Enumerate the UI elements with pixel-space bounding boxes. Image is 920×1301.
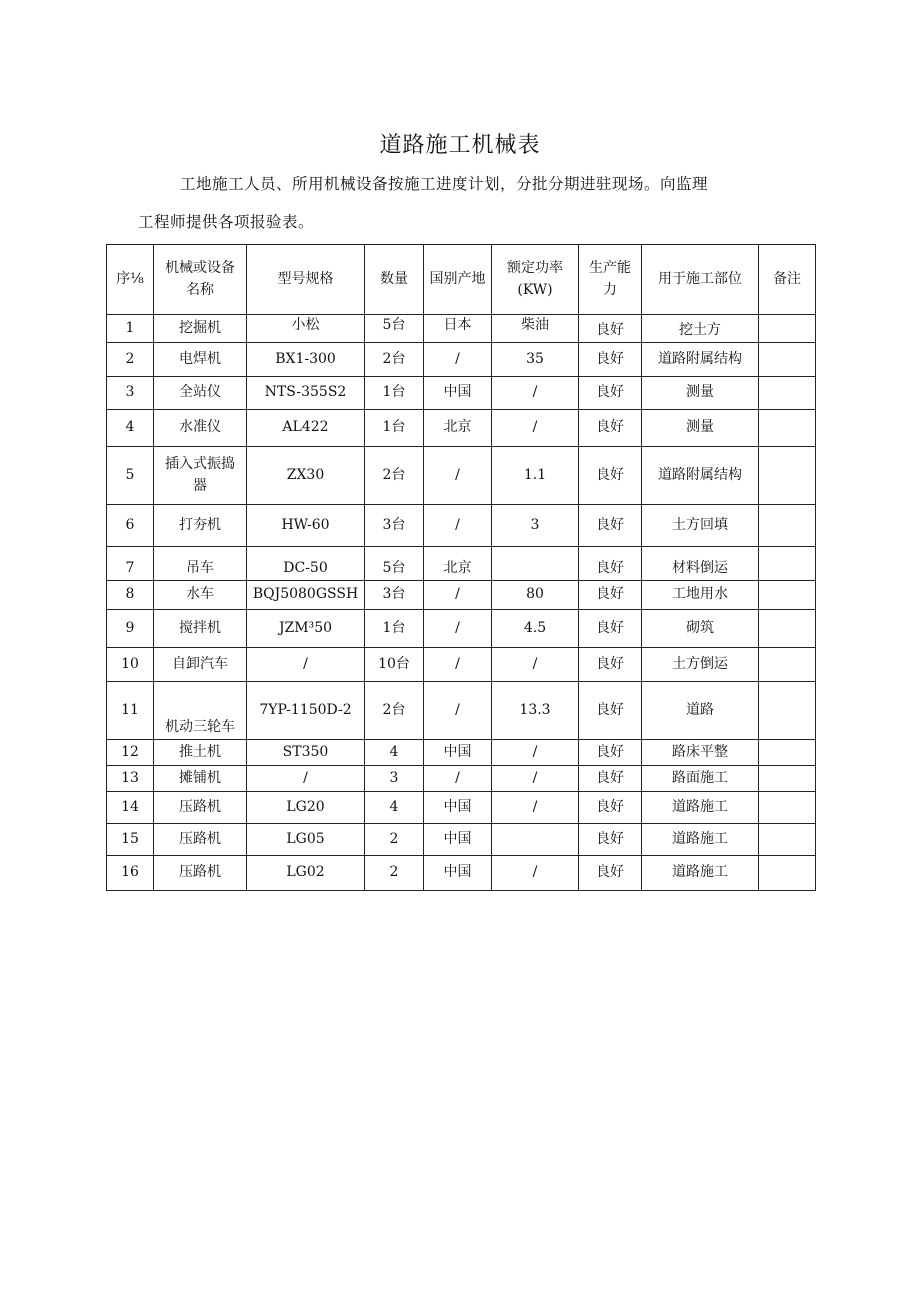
cell-capacity: 良好 — [579, 792, 642, 824]
cell-name-line-1: 插入式振捣 — [165, 455, 235, 472]
cell-capacity: 良好 — [579, 447, 642, 505]
table-row — [107, 377, 816, 410]
cell-capacity: 良好 — [579, 581, 642, 610]
cell-power: 35 — [492, 343, 579, 377]
cell-usage: 道路附属结构 — [642, 447, 759, 505]
cell-power: 柴油 — [492, 315, 579, 343]
cell-qty: 2 — [365, 856, 424, 891]
cell-usage: 路床平整 — [642, 740, 759, 766]
cell-name: 摊铺机 — [154, 766, 247, 792]
cell-remark — [759, 447, 816, 505]
cell-power: / — [492, 377, 579, 410]
cell-power: 80 — [492, 581, 579, 610]
cell-usage: 挖土方 — [642, 315, 759, 343]
header-capacity-line-2: 力 — [603, 281, 617, 298]
cell-name: 压路机 — [154, 824, 247, 856]
cell-name: 打夯机 — [154, 505, 247, 547]
cell-seq: 9 — [107, 610, 154, 648]
cell-remark — [759, 740, 816, 766]
table-row — [107, 792, 816, 824]
cell-power: / — [492, 792, 579, 824]
cell-remark — [759, 824, 816, 856]
cell-model: ST350 — [247, 740, 365, 766]
cell-qty: 3台 — [365, 581, 424, 610]
cell-model: HW-60 — [247, 505, 365, 547]
cell-model: LG02 — [247, 856, 365, 891]
cell-usage: 砌筑 — [642, 610, 759, 648]
header-power — [492, 245, 579, 315]
cell-usage: 道路施工 — [642, 856, 759, 891]
cell-name: 压路机 — [154, 856, 247, 891]
cell-capacity: 良好 — [579, 410, 642, 447]
table-row — [107, 505, 816, 547]
table-row — [107, 610, 816, 648]
cell-capacity: 良好 — [579, 682, 642, 740]
cell-origin: / — [424, 505, 492, 547]
cell-capacity: 良好 — [579, 547, 642, 581]
cell-name: 挖掘机 — [154, 315, 247, 343]
cell-model: ZX30 — [247, 447, 365, 505]
cell-seq: 6 — [107, 505, 154, 547]
table-row — [107, 315, 816, 343]
cell-model: LG20 — [247, 792, 365, 824]
cell-capacity: 良好 — [579, 377, 642, 410]
cell-qty: 1台 — [365, 410, 424, 447]
cell-seq: 7 — [107, 547, 154, 581]
cell-model: NTS-355S2 — [247, 377, 365, 410]
cell-model: / — [247, 648, 365, 682]
cell-power: / — [492, 766, 579, 792]
cell-seq: 2 — [107, 343, 154, 377]
cell-origin: 中国 — [424, 792, 492, 824]
cell-remark — [759, 547, 816, 581]
cell-qty: 2 — [365, 824, 424, 856]
cell-remark — [759, 410, 816, 447]
cell-capacity: 良好 — [579, 766, 642, 792]
cell-power: 4.5 — [492, 610, 579, 648]
cell-capacity: 良好 — [579, 648, 642, 682]
cell-name: 机动三轮车 — [154, 682, 247, 740]
cell-model: / — [247, 766, 365, 792]
cell-usage: 路面施工 — [642, 766, 759, 792]
cell-seq: 13 — [107, 766, 154, 792]
cell-remark — [759, 610, 816, 648]
cell-usage: 土方倒运 — [642, 648, 759, 682]
header-model: 型号规格 — [247, 245, 365, 315]
header-capacity-line-1: 生产能 — [589, 259, 631, 276]
cell-origin: / — [424, 447, 492, 505]
table-header-row — [107, 245, 816, 315]
cell-origin: / — [424, 610, 492, 648]
cell-qty: 2台 — [365, 682, 424, 740]
cell-qty: 1台 — [365, 610, 424, 648]
cell-remark — [759, 856, 816, 891]
table-row — [107, 682, 816, 740]
cell-remark — [759, 648, 816, 682]
cell-remark — [759, 505, 816, 547]
cell-origin: / — [424, 766, 492, 792]
cell-capacity: 良好 — [579, 740, 642, 766]
cell-capacity: 良好 — [579, 315, 642, 343]
cell-usage: 道路 — [642, 682, 759, 740]
page-title: 道路施工机械表 — [379, 133, 541, 158]
cell-usage: 材料倒运 — [642, 547, 759, 581]
cell-seq: 4 — [107, 410, 154, 447]
cell-power: 13.3 — [492, 682, 579, 740]
cell-name: 水车 — [154, 581, 247, 610]
cell-origin: / — [424, 648, 492, 682]
cell-qty: 2台 — [365, 343, 424, 377]
table-row — [107, 856, 816, 891]
cell-qty: 3 — [365, 766, 424, 792]
cell-usage: 测量 — [642, 410, 759, 447]
cell-name: 全站仪 — [154, 377, 247, 410]
table-row — [107, 740, 816, 766]
cell-name — [154, 447, 247, 505]
header-name-line-2: 名称 — [186, 281, 214, 298]
cell-capacity: 良好 — [579, 505, 642, 547]
header-usage: 用于施工部位 — [642, 245, 759, 315]
cell-usage: 土方回填 — [642, 505, 759, 547]
cell-seq: 8 — [107, 581, 154, 610]
header-seq: 序⅛ — [107, 245, 154, 315]
cell-capacity: 良好 — [579, 610, 642, 648]
cell-power — [492, 547, 579, 581]
cell-remark — [759, 766, 816, 792]
equipment-table — [106, 244, 816, 891]
header-power-line-1: 额定功率 — [507, 259, 563, 276]
cell-seq: 12 — [107, 740, 154, 766]
cell-qty: 4 — [365, 792, 424, 824]
cell-capacity: 良好 — [579, 824, 642, 856]
cell-seq: 16 — [107, 856, 154, 891]
header-qty: 数量 — [365, 245, 424, 315]
cell-model: JZM³50 — [247, 610, 365, 648]
cell-remark — [759, 581, 816, 610]
cell-usage: 道路附属结构 — [642, 343, 759, 377]
cell-origin: 日本 — [424, 315, 492, 343]
header-name — [154, 245, 247, 315]
cell-capacity: 良好 — [579, 343, 642, 377]
cell-origin: / — [424, 343, 492, 377]
header-remark: 备注 — [759, 245, 816, 315]
cell-qty: 5台 — [365, 547, 424, 581]
cell-model: 小松 — [247, 315, 365, 343]
cell-name: 压路机 — [154, 792, 247, 824]
cell-capacity: 良好 — [579, 856, 642, 891]
cell-qty: 2台 — [365, 447, 424, 505]
cell-name-line-2: 器 — [193, 477, 207, 494]
cell-qty: 3台 — [365, 505, 424, 547]
cell-origin: 中国 — [424, 740, 492, 766]
cell-power: 3 — [492, 505, 579, 547]
header-power-line-2: (KW) — [517, 281, 553, 298]
cell-origin: / — [424, 682, 492, 740]
cell-seq: 15 — [107, 824, 154, 856]
cell-model: LG05 — [247, 824, 365, 856]
cell-seq: 11 — [107, 682, 154, 740]
cell-power: 1.1 — [492, 447, 579, 505]
table-row — [107, 824, 816, 856]
cell-seq: 5 — [107, 447, 154, 505]
table-row — [107, 766, 816, 792]
intro-paragraph-line-2: 工程师提供各项报验表。 — [138, 213, 315, 231]
cell-usage: 测量 — [642, 377, 759, 410]
cell-remark — [759, 377, 816, 410]
cell-qty: 1台 — [365, 377, 424, 410]
cell-power: / — [492, 648, 579, 682]
cell-remark — [759, 343, 816, 377]
cell-qty: 10台 — [365, 648, 424, 682]
cell-usage: 工地用水 — [642, 581, 759, 610]
cell-origin: 北京 — [424, 547, 492, 581]
table-row — [107, 648, 816, 682]
cell-usage: 道路施工 — [642, 824, 759, 856]
cell-power — [492, 824, 579, 856]
cell-model: BX1-300 — [247, 343, 365, 377]
table-row — [107, 581, 816, 610]
cell-name: 电焊机 — [154, 343, 247, 377]
cell-remark — [759, 682, 816, 740]
cell-origin: 中国 — [424, 824, 492, 856]
cell-seq: 10 — [107, 648, 154, 682]
cell-power: / — [492, 740, 579, 766]
header-capacity — [579, 245, 642, 315]
cell-model: DC-50 — [247, 547, 365, 581]
cell-origin: 中国 — [424, 377, 492, 410]
cell-seq: 14 — [107, 792, 154, 824]
cell-model: AL422 — [247, 410, 365, 447]
header-origin: 国别产地 — [424, 245, 492, 315]
intro-paragraph-line-1: 工地施工人员、所用机械设备按施工进度计划，分批分期进驻现场。向监理 — [180, 175, 709, 193]
cell-qty: 4 — [365, 740, 424, 766]
cell-qty: 5台 — [365, 315, 424, 343]
cell-name: 水准仪 — [154, 410, 247, 447]
cell-power: / — [492, 856, 579, 891]
cell-model: 7YP-1150D-2 — [247, 682, 365, 740]
cell-origin: / — [424, 581, 492, 610]
cell-origin: 北京 — [424, 410, 492, 447]
cell-origin: 中国 — [424, 856, 492, 891]
cell-power: / — [492, 410, 579, 447]
cell-remark — [759, 315, 816, 343]
cell-remark — [759, 792, 816, 824]
cell-seq: 1 — [107, 315, 154, 343]
table-row — [107, 447, 816, 505]
table-row — [107, 547, 816, 581]
table-row — [107, 343, 816, 377]
cell-name: 吊车 — [154, 547, 247, 581]
cell-usage: 道路施工 — [642, 792, 759, 824]
cell-name: 自卸汽车 — [154, 648, 247, 682]
table-row — [107, 410, 816, 447]
cell-model: BQJ5080GSSH — [247, 581, 365, 610]
cell-name: 搅拌机 — [154, 610, 247, 648]
cell-name: 推土机 — [154, 740, 247, 766]
cell-seq: 3 — [107, 377, 154, 410]
header-name-line-1: 机械或设备 — [165, 259, 235, 276]
